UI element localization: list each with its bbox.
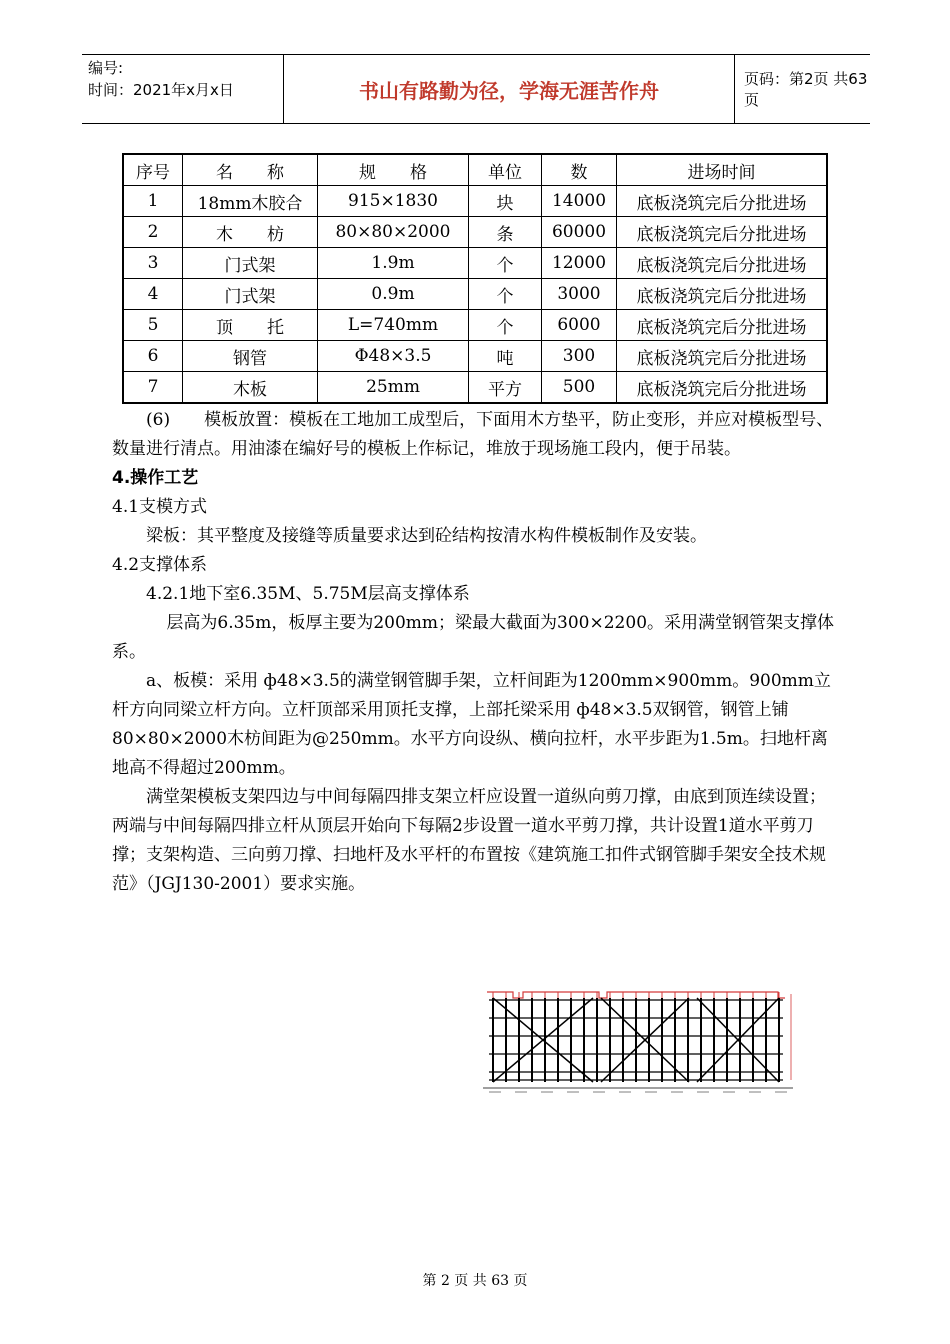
scaffold-diagram bbox=[483, 984, 798, 1102]
table-cell: 条 bbox=[469, 217, 542, 248]
table-cell: 300 bbox=[542, 341, 617, 372]
paragraph-floor-height: 层高为6.35m，板厚主要为200mm；梁最大截面为300×2200。采用满堂钢管架支撑体系。 bbox=[112, 613, 835, 662]
table-cell: 12000 bbox=[542, 248, 617, 279]
subsection-heading: 4.2支撑体系 bbox=[112, 555, 208, 575]
table-cell: 底板浇筑完后分批进场 bbox=[617, 217, 828, 248]
serial-label: 编号: bbox=[88, 59, 124, 77]
table-cell: 500 bbox=[542, 372, 617, 404]
table-cell: 3000 bbox=[542, 279, 617, 310]
table-row bbox=[123, 217, 827, 248]
header-meta bbox=[82, 55, 284, 123]
table-cell: 25mm bbox=[318, 372, 469, 404]
table-cell: 4 bbox=[123, 279, 183, 310]
table-cell: 60000 bbox=[542, 217, 617, 248]
table-row bbox=[123, 186, 827, 217]
table-cell: 底板浇筑完后分批进场 bbox=[617, 279, 828, 310]
table-cell: 7 bbox=[123, 372, 183, 404]
paragraph-slab-formwork: a、板模：采用 ф48×3.5的满堂钢管脚手架，立杆间距为1200mm×900mm。900mm立杆方向同梁立杆方向。立杆顶部采用顶托支撑，上部托梁采用 ф48×3.5双钢管，钢管上铺80×80×2000木枋间距为@250mm。水平方向设纵、横向拉杆，水平步距为1.5m。扫地杆离地高不得超过200mm。 bbox=[112, 671, 831, 778]
table-cell: 1.9m bbox=[318, 248, 469, 279]
col-header: 名 称 bbox=[183, 154, 318, 186]
paragraph-bracing: 满堂架模板支架四边与中间每隔四排支架立杆应设置一道纵向剪刀撑，由底到顶连续设置；两端与中间每隔四排立杆从顶层开始向下每隔2步设置一道水平剪刀撑，共计设置1道水平剪刀撑；支架构造、三向剪刀撑、扫地杆及水平杆的布置按《建筑施工扣件式钢管脚手架安全技术规范》（JGJ130-2001）要求实施。 bbox=[112, 787, 826, 894]
table-row bbox=[123, 279, 827, 310]
table-cell: 底板浇筑完后分批进场 bbox=[617, 310, 828, 341]
table-cell: 915×1830 bbox=[318, 186, 469, 217]
table-cell: 80×80×2000 bbox=[318, 217, 469, 248]
table-cell: 个 bbox=[469, 310, 542, 341]
col-header: 单位 bbox=[469, 154, 542, 186]
table-cell: 底板浇筑完后分批进场 bbox=[617, 341, 828, 372]
table-cell: 0.9m bbox=[318, 279, 469, 310]
table-cell: 1 bbox=[123, 186, 183, 217]
table-cell: 底板浇筑完后分批进场 bbox=[617, 372, 828, 404]
table-cell: L=740mm bbox=[318, 310, 469, 341]
table-cell: 个 bbox=[469, 248, 542, 279]
table-cell: 底板浇筑完后分批进场 bbox=[617, 186, 828, 217]
col-header: 进场时间 bbox=[617, 154, 828, 186]
table-cell: 顶 托 bbox=[183, 310, 318, 341]
page-header bbox=[82, 54, 870, 124]
paragraph-formwork-method: 梁板：其平整度及接缝等质量要求达到砼结构按清水构件模板制作及安装。 bbox=[146, 526, 707, 546]
table-row bbox=[123, 248, 827, 279]
table-row bbox=[123, 372, 827, 404]
table-cell: 木 枋 bbox=[183, 217, 318, 248]
table-cell: 18mm木胶合 bbox=[183, 186, 318, 217]
section-heading: 4.操作工艺 bbox=[112, 468, 199, 488]
col-header: 规 格 bbox=[318, 154, 469, 186]
table-cell: 门式架 bbox=[183, 279, 318, 310]
table-header-row bbox=[123, 154, 827, 186]
page-footer: 第 2 页 共 63 页 bbox=[422, 1273, 528, 1289]
table-cell: 14000 bbox=[542, 186, 617, 217]
table-row bbox=[123, 341, 827, 372]
main-content bbox=[112, 406, 838, 899]
header-page-code: 页码：第2页 共63页 bbox=[744, 70, 868, 109]
col-header: 数 bbox=[542, 154, 617, 186]
table-cell: 门式架 bbox=[183, 248, 318, 279]
table-cell: 钢管 bbox=[183, 341, 318, 372]
table-cell: Φ48×3.5 bbox=[318, 341, 469, 372]
table-cell: 5 bbox=[123, 310, 183, 341]
table-cell: 6 bbox=[123, 341, 183, 372]
table-cell: 2 bbox=[123, 217, 183, 248]
table-cell: 个 bbox=[469, 279, 542, 310]
header-motto: 书山有路勤为径，学海无涯苦作舟 bbox=[284, 55, 735, 123]
table-cell: 块 bbox=[469, 186, 542, 217]
table-cell: 底板浇筑完后分批进场 bbox=[617, 248, 828, 279]
table-row bbox=[123, 310, 827, 341]
col-header: 序号 bbox=[123, 154, 183, 186]
table-cell: 吨 bbox=[469, 341, 542, 372]
table-cell: 平方 bbox=[469, 372, 542, 404]
subsection-heading: 4.1支模方式 bbox=[112, 497, 208, 517]
materials-table bbox=[122, 153, 828, 404]
paragraph-template-placement: (6) 模板放置：模板在工地加工成型后，下面用木方垫平，防止变形，并应对模板型号、数量进行清点。用油漆在编好号的模板上作标记，堆放于现场施工段内，便于吊装。 bbox=[112, 410, 834, 459]
table-cell: 3 bbox=[123, 248, 183, 279]
time-label: 时间：2021年x月x日 bbox=[88, 81, 234, 99]
table-cell: 木板 bbox=[183, 372, 318, 404]
subsubsection-heading: 4.2.1地下室6.35M、5.75M层高支撑体系 bbox=[146, 584, 470, 604]
table-cell: 6000 bbox=[542, 310, 617, 341]
